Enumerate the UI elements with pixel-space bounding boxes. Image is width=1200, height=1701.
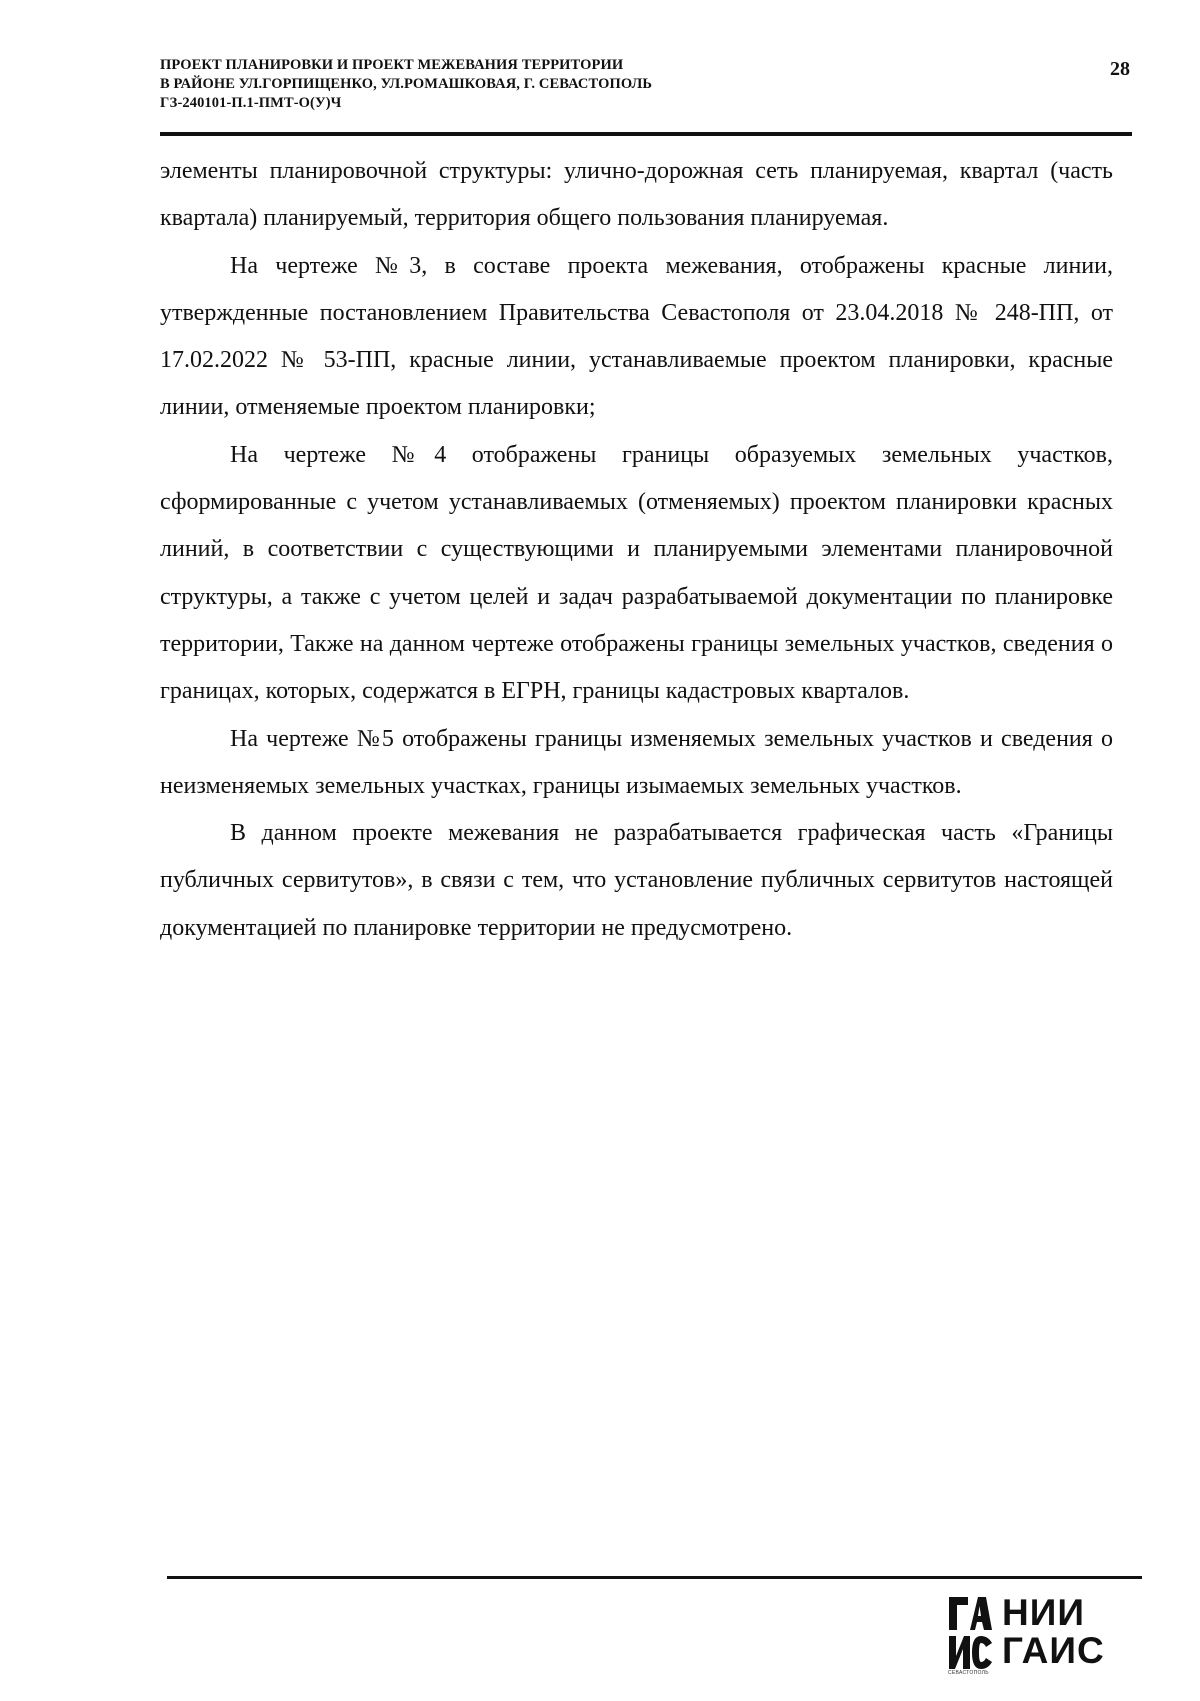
page-number: 28 [1110, 58, 1130, 80]
logo-caption: СЕВАСТОПОЛЬ [948, 1670, 989, 1676]
logo-text-nii: НИИ [1002, 1592, 1085, 1633]
paragraph-drawing-4: На чертеже №4 отображены границы образуемых земельных участков, сформированные с учетом устанавливаемых (отменяемых) проектом планировки красных линий, в соответствии с существующими и планируемыми элементами планировочной структуры, а также с учетом целей и задач разрабатываемой документации по планировке территории, Также на данном чертеже отображены границы земельных участков, сведения о границах, которых, содержатся в ЕГРН, границы кадастровых кварталов. [160, 441, 1113, 705]
paragraph-drawing-3: На чертеже №3, в составе проекта межевания, отображены красные линии, утвержденные постановлением Правительства Севастополя от 23.04.2018 № 248-ПП, от 17.02.2022 № 53-ПП, красные линии, устанавливаемые проектом планировки, красные линии, отменяемые проектом планировки; [160, 252, 1113, 421]
header-document-code: ГЗ-240101-П.1-ПМТ-О(У)Ч [160, 95, 342, 111]
paragraph-drawing-5: На чертеже №5 отображены границы изменяемых земельных участков и сведения о неизменяемых земельных участках, границы изымаемых земельных участков. [160, 725, 1113, 799]
paragraph-servitudes: В данном проекте межевания не разрабатывается графическая часть «Границы публичных сервитутов», в связи с тем, что установление публичных сервитутов настоящей документацией по планировке территории не предусмотрено. [160, 820, 1113, 941]
header-title-line-1: ПРОЕКТ ПЛАНИРОВКИ И ПРОЕКТ МЕЖЕВАНИЯ ТЕРРИТОРИИ [160, 57, 624, 73]
gais-logo-mark-icon [948, 1594, 992, 1672]
document-body [160, 148, 1113, 952]
company-logo [948, 1590, 1123, 1676]
footer-divider [167, 1576, 1142, 1579]
logo-text-gais: ГАИС [1002, 1630, 1105, 1671]
paragraph-continued: элементы планировочной структуры: улично-дорожная сеть планируемая, квартал (часть квартала) планируемый, территория общего пользования планируемая. [160, 158, 1113, 232]
header-title-line-2: В РАЙОНЕ УЛ.ГОРПИЩЕНКО, УЛ.РОМАШКОВАЯ, Г. СЕВАСТОПОЛЬ [160, 76, 653, 92]
document-header [160, 56, 1040, 113]
header-divider [160, 132, 1132, 136]
